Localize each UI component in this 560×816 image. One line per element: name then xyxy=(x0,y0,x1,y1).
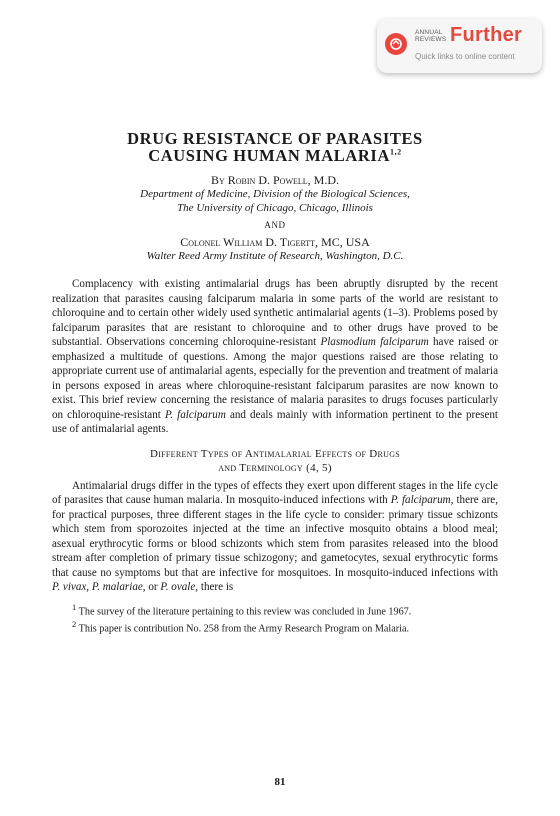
author-1-affiliation: Department of Medicine, Division of the Biological Sciences, The University of Chicago, Chicago, Illinois xyxy=(140,188,410,214)
page-number: 81 xyxy=(274,776,286,788)
author-1: By Robin D. Powell, M.D. xyxy=(210,173,339,187)
annual-reviews-logo-icon xyxy=(385,33,407,55)
footnotes xyxy=(52,601,498,636)
title-footnote-marks: 1,2 xyxy=(389,147,402,157)
and-separator: AND xyxy=(264,220,286,230)
further-badge[interactable] xyxy=(377,19,542,73)
section-paragraph: Antimalarial drugs differ in the types of effects they exert upon different stages in the life cycle of parasites that cause human malaria. In mosquito-induced infections with P. falciparum, there are, for practical purposes, three different stages in the life cycle to consider: primary tissue schizonts which stem from sporozoites injected at the time an infective mosquito obtains a blood meal; asexual erythrocytic forms or blood schizonts which stem from parasites released into the blood stream after completion of primary tissue schizogony; and gametocytes, sexual erythrocytic forms that cause no symptoms but that are infective for mosquitoes. In mosquito-induced infections with P. vivax, P. malariae, or P. ovale, there is xyxy=(52,479,498,593)
quick-links-label[interactable]: Quick links to online content xyxy=(415,52,515,61)
article-title: DRUG RESISTANCE OF PARASITES CAUSING HUMAN MALARIA$^{1,2}$ xyxy=(127,129,423,165)
footnote-2: $^2$ This paper is contribution No. 258 from the Army Research Program on Malaria. xyxy=(72,618,410,635)
annual-reviews-wordmark: ANNUAL REVIEWS xyxy=(415,29,447,43)
section-heading: Different Types of Antimalarial Effects of Drugs and Terminology (4, 5) xyxy=(149,447,401,474)
article-page xyxy=(52,130,498,635)
author-2-affiliation: Walter Reed Army Institute of Research, Washington, D.C. xyxy=(146,250,404,262)
intro-paragraph: Complacency with existing antimalarial drugs has been abruptly disrupted by the recent realization that parasites causing falciparum malaria in some parts of the world are resistant to chloroquine and to certain other widely used synthetic antimalarial agents (1–3). Problems posed by falciparum parasites that are resistant to chloroquine and to other drugs have proved to be substantial. Observations concerning chloroquine-resistant Plasmodium falciparum have raised or emphasized a multitude of questions. Among the major questions raised are those relating to appropriate current use of antimalarial agents, especially for the prevention and treatment of malaria in persons exposed in areas where chloroquine-resistant falciparum parasites are now known to exist. This brief review concerning the resistance of malaria parasites to drugs focuses particularly on chloroquine-resistant P. falciparum and deals mainly with information pertinent to the present use of antimalarial agents. xyxy=(52,278,498,435)
further-label: Further xyxy=(450,24,523,46)
author-2: Colonel William D. Tigertt, MC, USA xyxy=(180,235,370,249)
footnote-1: $^1$ The survey of the literature pertaining to this review was concluded in June 1967. xyxy=(72,601,412,617)
